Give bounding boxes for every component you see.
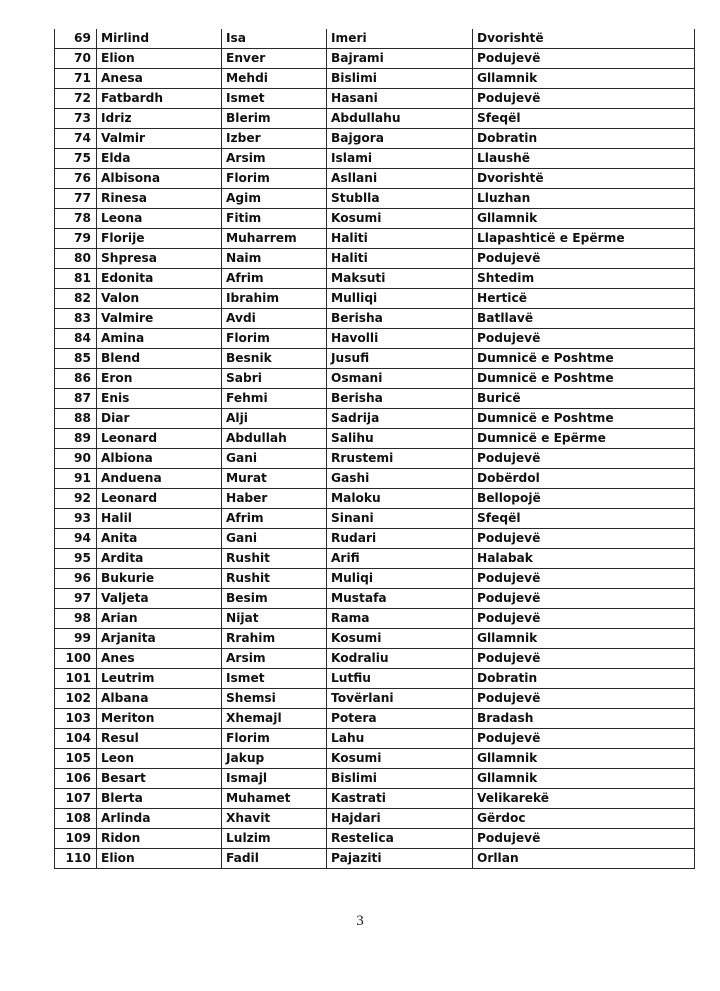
row-number-cell: 81	[55, 269, 97, 289]
father-name-cell: Abdullah	[222, 429, 327, 449]
place-cell: Gllamnik	[473, 769, 695, 789]
table-row	[55, 129, 695, 149]
father-name-cell: Mehdi	[222, 69, 327, 89]
father-name-cell: Naim	[222, 249, 327, 269]
place-cell: Dvorishtë	[473, 169, 695, 189]
table-row	[55, 669, 695, 689]
last-name-cell: Kodraliu	[327, 649, 473, 669]
row-number-cell: 105	[55, 749, 97, 769]
first-name-cell: Arjanita	[97, 629, 222, 649]
first-name-cell: Ridon	[97, 829, 222, 849]
last-name-cell: Arifi	[327, 549, 473, 569]
table-row	[55, 809, 695, 829]
last-name-cell: Kosumi	[327, 209, 473, 229]
place-cell: Podujevë	[473, 689, 695, 709]
last-name-cell: Kosumi	[327, 629, 473, 649]
first-name-cell: Bukurie	[97, 569, 222, 589]
first-name-cell: Enis	[97, 389, 222, 409]
last-name-cell: Gashi	[327, 469, 473, 489]
place-cell: Dumnicë e Epërme	[473, 429, 695, 449]
first-name-cell: Ardita	[97, 549, 222, 569]
place-cell: Velikarekë	[473, 789, 695, 809]
first-name-cell: Leonard	[97, 489, 222, 509]
place-cell: Podujevë	[473, 829, 695, 849]
father-name-cell: Fitim	[222, 209, 327, 229]
table-row	[55, 369, 695, 389]
table-row	[55, 709, 695, 729]
last-name-cell: Pajaziti	[327, 849, 473, 869]
row-number-cell: 84	[55, 329, 97, 349]
father-name-cell: Avdi	[222, 309, 327, 329]
row-number-cell: 104	[55, 729, 97, 749]
place-cell: Gllamnik	[473, 749, 695, 769]
last-name-cell: Berisha	[327, 309, 473, 329]
table-row	[55, 329, 695, 349]
table-row	[55, 269, 695, 289]
father-name-cell: Muhamet	[222, 789, 327, 809]
row-number-cell: 76	[55, 169, 97, 189]
table-row	[55, 769, 695, 789]
last-name-cell: Havolli	[327, 329, 473, 349]
first-name-cell: Albana	[97, 689, 222, 709]
row-number-cell: 110	[55, 849, 97, 869]
place-cell: Buricë	[473, 389, 695, 409]
table-row	[55, 729, 695, 749]
first-name-cell: Anduena	[97, 469, 222, 489]
place-cell: Halabak	[473, 549, 695, 569]
first-name-cell: Valjeta	[97, 589, 222, 609]
father-name-cell: Ismet	[222, 89, 327, 109]
last-name-cell: Mulliqi	[327, 289, 473, 309]
row-number-cell: 102	[55, 689, 97, 709]
place-cell: Gërdoc	[473, 809, 695, 829]
father-name-cell: Florim	[222, 329, 327, 349]
last-name-cell: Kosumi	[327, 749, 473, 769]
row-number-cell: 72	[55, 89, 97, 109]
place-cell: Podujevë	[473, 49, 695, 69]
row-number-cell: 98	[55, 609, 97, 629]
row-number-cell: 107	[55, 789, 97, 809]
table-row	[55, 469, 695, 489]
table-row	[55, 289, 695, 309]
last-name-cell: Sinani	[327, 509, 473, 529]
last-name-cell: Hajdari	[327, 809, 473, 829]
last-name-cell: Stublla	[327, 189, 473, 209]
last-name-cell: Asllani	[327, 169, 473, 189]
last-name-cell: Hasani	[327, 89, 473, 109]
place-cell: Bradash	[473, 709, 695, 729]
father-name-cell: Ibrahim	[222, 289, 327, 309]
last-name-cell: Tovërlani	[327, 689, 473, 709]
table-row	[55, 49, 695, 69]
table-row	[55, 449, 695, 469]
place-cell: Llapashticë e Epërme	[473, 229, 695, 249]
first-name-cell: Arian	[97, 609, 222, 629]
row-number-cell: 79	[55, 229, 97, 249]
father-name-cell: Florim	[222, 729, 327, 749]
place-cell: Dobratin	[473, 669, 695, 689]
last-name-cell: Bislimi	[327, 69, 473, 89]
table-row	[55, 589, 695, 609]
father-name-cell: Lulzim	[222, 829, 327, 849]
father-name-cell: Sabri	[222, 369, 327, 389]
row-number-cell: 93	[55, 509, 97, 529]
table-row	[55, 189, 695, 209]
first-name-cell: Valon	[97, 289, 222, 309]
first-name-cell: Besart	[97, 769, 222, 789]
place-cell: Podujevë	[473, 649, 695, 669]
father-name-cell: Besim	[222, 589, 327, 609]
father-name-cell: Jakup	[222, 749, 327, 769]
last-name-cell: Muliqi	[327, 569, 473, 589]
father-name-cell: Murat	[222, 469, 327, 489]
row-number-cell: 69	[55, 29, 97, 49]
row-number-cell: 99	[55, 629, 97, 649]
row-number-cell: 109	[55, 829, 97, 849]
father-name-cell: Haber	[222, 489, 327, 509]
place-cell: Gllamnik	[473, 209, 695, 229]
first-name-cell: Idriz	[97, 109, 222, 129]
place-cell: Podujevë	[473, 609, 695, 629]
place-cell: Gllamnik	[473, 69, 695, 89]
first-name-cell: Shpresa	[97, 249, 222, 269]
father-name-cell: Ismajl	[222, 769, 327, 789]
row-number-cell: 73	[55, 109, 97, 129]
last-name-cell: Lutfiu	[327, 669, 473, 689]
place-cell: Llaushë	[473, 149, 695, 169]
place-cell: Dumnicë e Poshtme	[473, 409, 695, 429]
place-cell: Batllavë	[473, 309, 695, 329]
first-name-cell: Diar	[97, 409, 222, 429]
place-cell: Dumnicë e Poshtme	[473, 349, 695, 369]
father-name-cell: Gani	[222, 529, 327, 549]
last-name-cell: Rama	[327, 609, 473, 629]
father-name-cell: Gani	[222, 449, 327, 469]
last-name-cell: Maksuti	[327, 269, 473, 289]
last-name-cell: Kastrati	[327, 789, 473, 809]
first-name-cell: Florije	[97, 229, 222, 249]
father-name-cell: Blerim	[222, 109, 327, 129]
first-name-cell: Leona	[97, 209, 222, 229]
table-row	[55, 829, 695, 849]
place-cell: Shtedim	[473, 269, 695, 289]
first-name-cell: Elion	[97, 49, 222, 69]
father-name-cell: Alji	[222, 409, 327, 429]
last-name-cell: Imeri	[327, 29, 473, 49]
last-name-cell: Berisha	[327, 389, 473, 409]
last-name-cell: Bislimi	[327, 769, 473, 789]
place-cell: Podujevë	[473, 729, 695, 749]
page-number: 3	[356, 913, 364, 929]
last-name-cell: Haliti	[327, 229, 473, 249]
table-row	[55, 689, 695, 709]
first-name-cell: Rinesa	[97, 189, 222, 209]
row-number-cell: 85	[55, 349, 97, 369]
row-number-cell: 96	[55, 569, 97, 589]
father-name-cell: Fadil	[222, 849, 327, 869]
last-name-cell: Potera	[327, 709, 473, 729]
father-name-cell: Besnik	[222, 349, 327, 369]
place-cell: Podujevë	[473, 569, 695, 589]
table-row	[55, 789, 695, 809]
row-number-cell: 75	[55, 149, 97, 169]
table-row	[55, 649, 695, 669]
row-number-cell: 101	[55, 669, 97, 689]
first-name-cell: Albisona	[97, 169, 222, 189]
first-name-cell: Resul	[97, 729, 222, 749]
table-row	[55, 309, 695, 329]
father-name-cell: Rushit	[222, 549, 327, 569]
table-row	[55, 249, 695, 269]
first-name-cell: Amina	[97, 329, 222, 349]
place-cell: Podujevë	[473, 589, 695, 609]
table-row	[55, 629, 695, 649]
first-name-cell: Anes	[97, 649, 222, 669]
row-number-cell: 77	[55, 189, 97, 209]
last-name-cell: Mustafa	[327, 589, 473, 609]
last-name-cell: Sadrija	[327, 409, 473, 429]
place-cell: Dumnicë e Poshtme	[473, 369, 695, 389]
first-name-cell: Fatbardh	[97, 89, 222, 109]
last-name-cell: Restelica	[327, 829, 473, 849]
first-name-cell: Mirlind	[97, 29, 222, 49]
first-name-cell: Anesa	[97, 69, 222, 89]
father-name-cell: Muharrem	[222, 229, 327, 249]
father-name-cell: Arsim	[222, 649, 327, 669]
father-name-cell: Rushit	[222, 569, 327, 589]
last-name-cell: Rrustemi	[327, 449, 473, 469]
row-number-cell: 71	[55, 69, 97, 89]
row-number-cell: 78	[55, 209, 97, 229]
father-name-cell: Fehmi	[222, 389, 327, 409]
last-name-cell: Rudari	[327, 529, 473, 549]
place-cell: Dobërdol	[473, 469, 695, 489]
table-row	[55, 529, 695, 549]
place-cell: Orllan	[473, 849, 695, 869]
first-name-cell: Arlinda	[97, 809, 222, 829]
table-row	[55, 609, 695, 629]
last-name-cell: Bajgora	[327, 129, 473, 149]
first-name-cell: Elion	[97, 849, 222, 869]
father-name-cell: Agim	[222, 189, 327, 209]
first-name-cell: Albiona	[97, 449, 222, 469]
row-number-cell: 92	[55, 489, 97, 509]
first-name-cell: Blerta	[97, 789, 222, 809]
row-number-cell: 74	[55, 129, 97, 149]
table-row	[55, 109, 695, 129]
last-name-cell: Bajrami	[327, 49, 473, 69]
row-number-cell: 88	[55, 409, 97, 429]
first-name-cell: Valmire	[97, 309, 222, 329]
table-row	[55, 749, 695, 769]
row-number-cell: 106	[55, 769, 97, 789]
first-name-cell: Eron	[97, 369, 222, 389]
father-name-cell: Enver	[222, 49, 327, 69]
table-row	[55, 549, 695, 569]
father-name-cell: Florim	[222, 169, 327, 189]
place-cell: Podujevë	[473, 529, 695, 549]
last-name-cell: Lahu	[327, 729, 473, 749]
last-name-cell: Haliti	[327, 249, 473, 269]
father-name-cell: Afrim	[222, 509, 327, 529]
table-row	[55, 509, 695, 529]
row-number-cell: 70	[55, 49, 97, 69]
father-name-cell: Izber	[222, 129, 327, 149]
last-name-cell: Osmani	[327, 369, 473, 389]
first-name-cell: Leon	[97, 749, 222, 769]
row-number-cell: 100	[55, 649, 97, 669]
table-row	[55, 29, 695, 49]
table-row	[55, 69, 695, 89]
father-name-cell: Ismet	[222, 669, 327, 689]
father-name-cell: Nijat	[222, 609, 327, 629]
first-name-cell: Edonita	[97, 269, 222, 289]
table-row	[55, 389, 695, 409]
father-name-cell: Arsim	[222, 149, 327, 169]
table-row	[55, 169, 695, 189]
row-number-cell: 94	[55, 529, 97, 549]
last-name-cell: Islami	[327, 149, 473, 169]
father-name-cell: Xhavit	[222, 809, 327, 829]
last-name-cell: Jusufi	[327, 349, 473, 369]
table-row	[55, 209, 695, 229]
place-cell: Podujevë	[473, 249, 695, 269]
place-cell: Herticë	[473, 289, 695, 309]
student-list-table	[54, 29, 695, 869]
place-cell: Podujevë	[473, 329, 695, 349]
father-name-cell: Xhemajl	[222, 709, 327, 729]
place-cell: Sfeqël	[473, 509, 695, 529]
row-number-cell: 108	[55, 809, 97, 829]
row-number-cell: 95	[55, 549, 97, 569]
first-name-cell: Valmir	[97, 129, 222, 149]
last-name-cell: Maloku	[327, 489, 473, 509]
first-name-cell: Meriton	[97, 709, 222, 729]
place-cell: Dobratin	[473, 129, 695, 149]
row-number-cell: 82	[55, 289, 97, 309]
table-row	[55, 429, 695, 449]
place-cell: Bellopojë	[473, 489, 695, 509]
row-number-cell: 103	[55, 709, 97, 729]
first-name-cell: Blend	[97, 349, 222, 369]
table-row	[55, 229, 695, 249]
place-cell: Gllamnik	[473, 629, 695, 649]
first-name-cell: Leonard	[97, 429, 222, 449]
table-row	[55, 849, 695, 869]
first-name-cell: Leutrim	[97, 669, 222, 689]
first-name-cell: Halil	[97, 509, 222, 529]
row-number-cell: 90	[55, 449, 97, 469]
table-row	[55, 569, 695, 589]
row-number-cell: 91	[55, 469, 97, 489]
table-row	[55, 409, 695, 429]
table-row	[55, 349, 695, 369]
first-name-cell: Elda	[97, 149, 222, 169]
father-name-cell: Afrim	[222, 269, 327, 289]
table-body	[55, 29, 695, 869]
place-cell: Lluzhan	[473, 189, 695, 209]
place-cell: Sfeqël	[473, 109, 695, 129]
father-name-cell: Shemsi	[222, 689, 327, 709]
place-cell: Podujevë	[473, 449, 695, 469]
father-name-cell: Isa	[222, 29, 327, 49]
place-cell: Dvorishtë	[473, 29, 695, 49]
father-name-cell: Rrahim	[222, 629, 327, 649]
row-number-cell: 87	[55, 389, 97, 409]
table-row	[55, 89, 695, 109]
place-cell: Podujevë	[473, 89, 695, 109]
last-name-cell: Salihu	[327, 429, 473, 449]
first-name-cell: Anita	[97, 529, 222, 549]
last-name-cell: Abdullahu	[327, 109, 473, 129]
row-number-cell: 97	[55, 589, 97, 609]
table-row	[55, 149, 695, 169]
row-number-cell: 83	[55, 309, 97, 329]
table-row	[55, 489, 695, 509]
row-number-cell: 80	[55, 249, 97, 269]
row-number-cell: 86	[55, 369, 97, 389]
row-number-cell: 89	[55, 429, 97, 449]
